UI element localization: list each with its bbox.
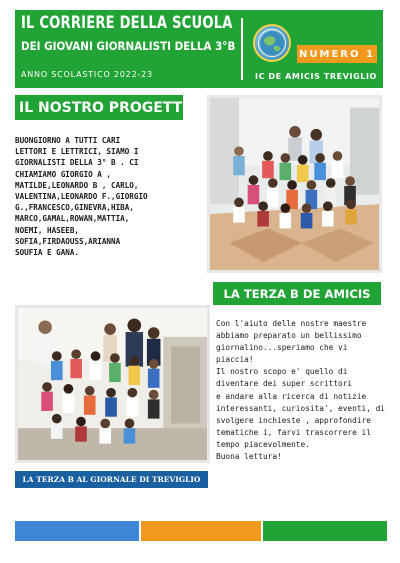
newspaper-subtitle: DEI GIOVANI GIORNALISTI DELLA 3°B [21,39,236,53]
class-photo-newspaper-office [15,305,210,463]
article-line: interessanti, curiosita', eventi, di [216,403,385,413]
intro-line: VALENTINA,LEONARDO F.,GIORGIO [15,192,148,202]
article-line: giornalino...speriamo che vi [216,343,348,353]
school-name: IC DE AMICIS TREVIGLIO [255,72,377,81]
footer-bar-blue [15,521,139,541]
footer-bar-orange [141,521,261,541]
intro-line: SOUFIA E GANA. [15,248,80,258]
intro-line: SOFIA,FIRDAOUSS,ARIANNA [15,236,121,246]
article-line: tempo piacevolmente. [216,439,310,449]
footer-bar-green [263,521,387,541]
intro-line: MATILDE,LEONARDO B , CARLO, [15,180,139,190]
article-line: Buona lettura! [216,452,282,462]
article-line: e andare alla ricerca di notizie [216,391,367,401]
article-line: tematiche i, farvi trascorrere il [216,427,371,437]
intro-line: LETTORI E LETTRICI, SIAMO I [15,147,139,157]
article-line: Il nostro scopo e' quello di [216,367,348,377]
article-line: svolgere inchieste , approfondire [216,415,371,425]
school-year: ANNO SCOLASTICO 2022-23 [21,70,153,79]
newspaper-title: IL CORRIERE DELLA SCUOLA [21,13,233,33]
intro-line: CHIAMIAMO GIORGIO A , [15,169,112,179]
intro-line: NOEMI, HASEEB, [15,225,80,235]
intro-line: G.,FRANCESCO,GINEVRA,HIBA, [15,203,134,213]
intro-line: BUONGIORNO A TUTTI CARI [15,136,121,145]
article-body [216,318,386,463]
article-title: LA TERZA B DE AMICIS [213,282,381,305]
intro-line: GIORNALISTI DELLA 3° B . CI [15,158,139,168]
section-title: IL NOSTRO PROGETTO [15,95,183,120]
masthead [15,10,383,88]
header-divider [241,18,243,80]
intro-text [15,135,193,258]
class-photo-classroom [207,95,382,273]
article-line: abbiamo preparato un bellissimo [216,331,362,341]
article-line: Con l'aiuto delle nostre maestre [216,319,367,328]
photo-caption: LA TERZA B AL GIORNALE DI TREVIGLIO [15,471,208,488]
issue-number-badge: NUMERO 1 [297,45,377,63]
intro-line: MARCO,GAMAL,ROWAN,MATTIA, [15,214,130,224]
article-line: piaccia! [216,355,254,365]
article-line: diventare dei super scrittori [216,379,353,389]
school-logo-icon [253,24,291,62]
